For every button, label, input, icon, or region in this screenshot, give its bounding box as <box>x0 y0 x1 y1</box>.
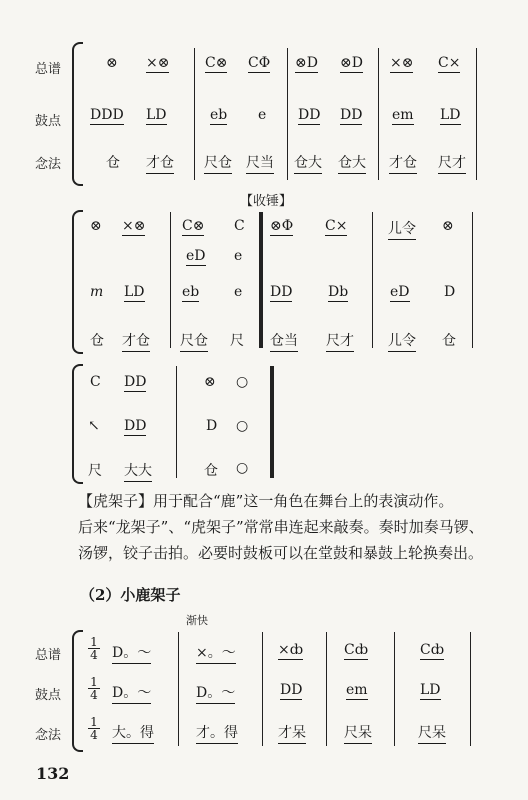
syllable: 才仓 <box>122 330 150 352</box>
note: ○ <box>236 418 249 434</box>
syllable: 才仓 <box>146 152 174 174</box>
note: ↖ <box>88 418 100 434</box>
note: em <box>346 682 368 698</box>
syllable: 尺才 <box>326 330 354 352</box>
note: ×⊗ <box>390 55 414 71</box>
note: ⊗D <box>295 55 318 71</box>
syllable: 才仓 <box>389 152 417 174</box>
note: C⊗ <box>182 218 205 234</box>
label-zongpu: 总谱 <box>35 62 62 77</box>
note: Cȸ <box>420 642 445 658</box>
syllable: 尺当 <box>246 152 274 174</box>
time-signature: $\frac{1}{4}$ <box>88 716 100 741</box>
note: 儿令 <box>388 218 416 240</box>
syllable: 儿令 <box>388 330 416 352</box>
section-title: 【收锤】 <box>240 194 293 209</box>
barline <box>170 212 171 348</box>
note: ×⊗ <box>122 218 146 234</box>
note: DD <box>124 418 147 434</box>
label-gudian: 鼓点 <box>35 114 62 129</box>
brace-section-4 <box>72 630 83 752</box>
syllable: 尺才 <box>438 152 466 174</box>
note: e <box>258 107 267 123</box>
time-signature: $\frac{1}{4}$ <box>88 636 100 661</box>
note: ×ȸ <box>278 642 304 658</box>
paragraph-line: 汤锣，铰子击拍。必要时鼓板可以在堂鼓和暴鼓上轮换奏出。 <box>78 544 484 562</box>
note: e <box>234 284 243 300</box>
note: C <box>234 218 245 234</box>
barline <box>394 632 395 746</box>
note: ⊗ <box>204 374 216 390</box>
note: eD <box>186 248 206 264</box>
label-nianfa: 念法 <box>35 157 62 172</box>
barline <box>287 48 288 180</box>
note: DD <box>280 682 303 698</box>
final-barline <box>270 366 274 478</box>
subsection-heading: （2）小鹿架子 <box>80 586 181 604</box>
note: C <box>90 374 101 390</box>
label-gudian: 鼓点 <box>35 688 62 703</box>
paragraph-line: 后来“龙架子”、“虎架子”常常串连起来敲奏。奏时加奏马锣、 <box>78 518 484 536</box>
note: D。～ <box>196 682 235 704</box>
note: DD <box>124 374 147 390</box>
note: LD <box>124 284 145 300</box>
time-signature: $\frac{1}{4}$ <box>88 676 100 701</box>
note: D <box>206 418 218 434</box>
note: Cȸ <box>344 642 369 658</box>
note: ⊗ <box>106 55 118 71</box>
syllable: 仓 <box>106 155 120 171</box>
syllable: 大大 <box>124 460 152 482</box>
barline <box>476 48 477 180</box>
syllable: 大。得 <box>112 722 154 744</box>
barline <box>372 212 373 348</box>
barline <box>378 48 379 180</box>
note: DD <box>270 284 293 300</box>
note: D。～ <box>112 682 151 704</box>
syllable: 尺仓 <box>180 330 208 352</box>
syllable: 仓大 <box>294 152 322 174</box>
syllable: 仓 <box>204 463 218 479</box>
label-zongpu: 总谱 <box>35 648 62 663</box>
syllable: 尺呆 <box>418 722 446 744</box>
syllable: 仓 <box>442 333 456 349</box>
barline <box>470 632 471 746</box>
note: ⊗ <box>90 218 102 234</box>
note: DDD <box>90 107 124 123</box>
barline <box>194 48 195 180</box>
page-number: 132 <box>36 764 70 783</box>
syllable: 仓 <box>90 333 104 349</box>
note: ⊗Φ <box>270 218 294 234</box>
label-nianfa: 念法 <box>35 728 62 743</box>
note: C× <box>325 218 348 234</box>
note: eb <box>210 107 228 123</box>
syllable: 才。得 <box>196 722 238 744</box>
note: DD <box>298 107 321 123</box>
note: CΦ <box>248 55 271 71</box>
note: D <box>444 284 456 300</box>
note: eD <box>390 284 410 300</box>
brace-section-2 <box>72 210 83 354</box>
note: ×⊗ <box>146 55 170 71</box>
barline <box>326 632 327 746</box>
barline <box>178 632 179 746</box>
note: ⊗D <box>340 55 363 71</box>
note: ⊗ <box>442 218 454 234</box>
barline <box>262 632 263 746</box>
paragraph-line: 【虎架子】用于配合“鹿”这一角色在舞台上的表演动作。 <box>78 492 454 510</box>
syllable: 尺呆 <box>344 722 372 744</box>
note: LD <box>440 107 461 123</box>
note: C× <box>438 55 461 71</box>
note: D。～ <box>112 642 151 664</box>
brace-section-3 <box>72 364 83 484</box>
syllable: 仓当 <box>270 330 298 352</box>
syllable: 尺 <box>88 463 102 479</box>
note: ○ <box>236 374 249 390</box>
note: LD <box>146 107 167 123</box>
body-paragraph <box>78 488 498 566</box>
barline <box>472 212 473 348</box>
note: eb <box>182 284 200 300</box>
note: e <box>234 248 243 264</box>
repeat-barline <box>259 212 263 348</box>
note: m <box>90 284 104 300</box>
syllable: 仓大 <box>338 152 366 174</box>
note: DD <box>340 107 363 123</box>
tempo-marking: 渐快 <box>186 614 208 627</box>
syllable: 才呆 <box>278 722 306 744</box>
note: ×。～ <box>196 642 236 664</box>
syllable: ○ <box>236 460 249 476</box>
brace-section-1 <box>72 42 83 186</box>
note: LD <box>420 682 441 698</box>
note: C⊗ <box>205 55 228 71</box>
syllable: 尺 <box>230 333 244 349</box>
barline <box>176 366 177 478</box>
note: Db <box>328 284 349 300</box>
note: em <box>392 107 414 123</box>
syllable: 尺仓 <box>204 152 232 174</box>
